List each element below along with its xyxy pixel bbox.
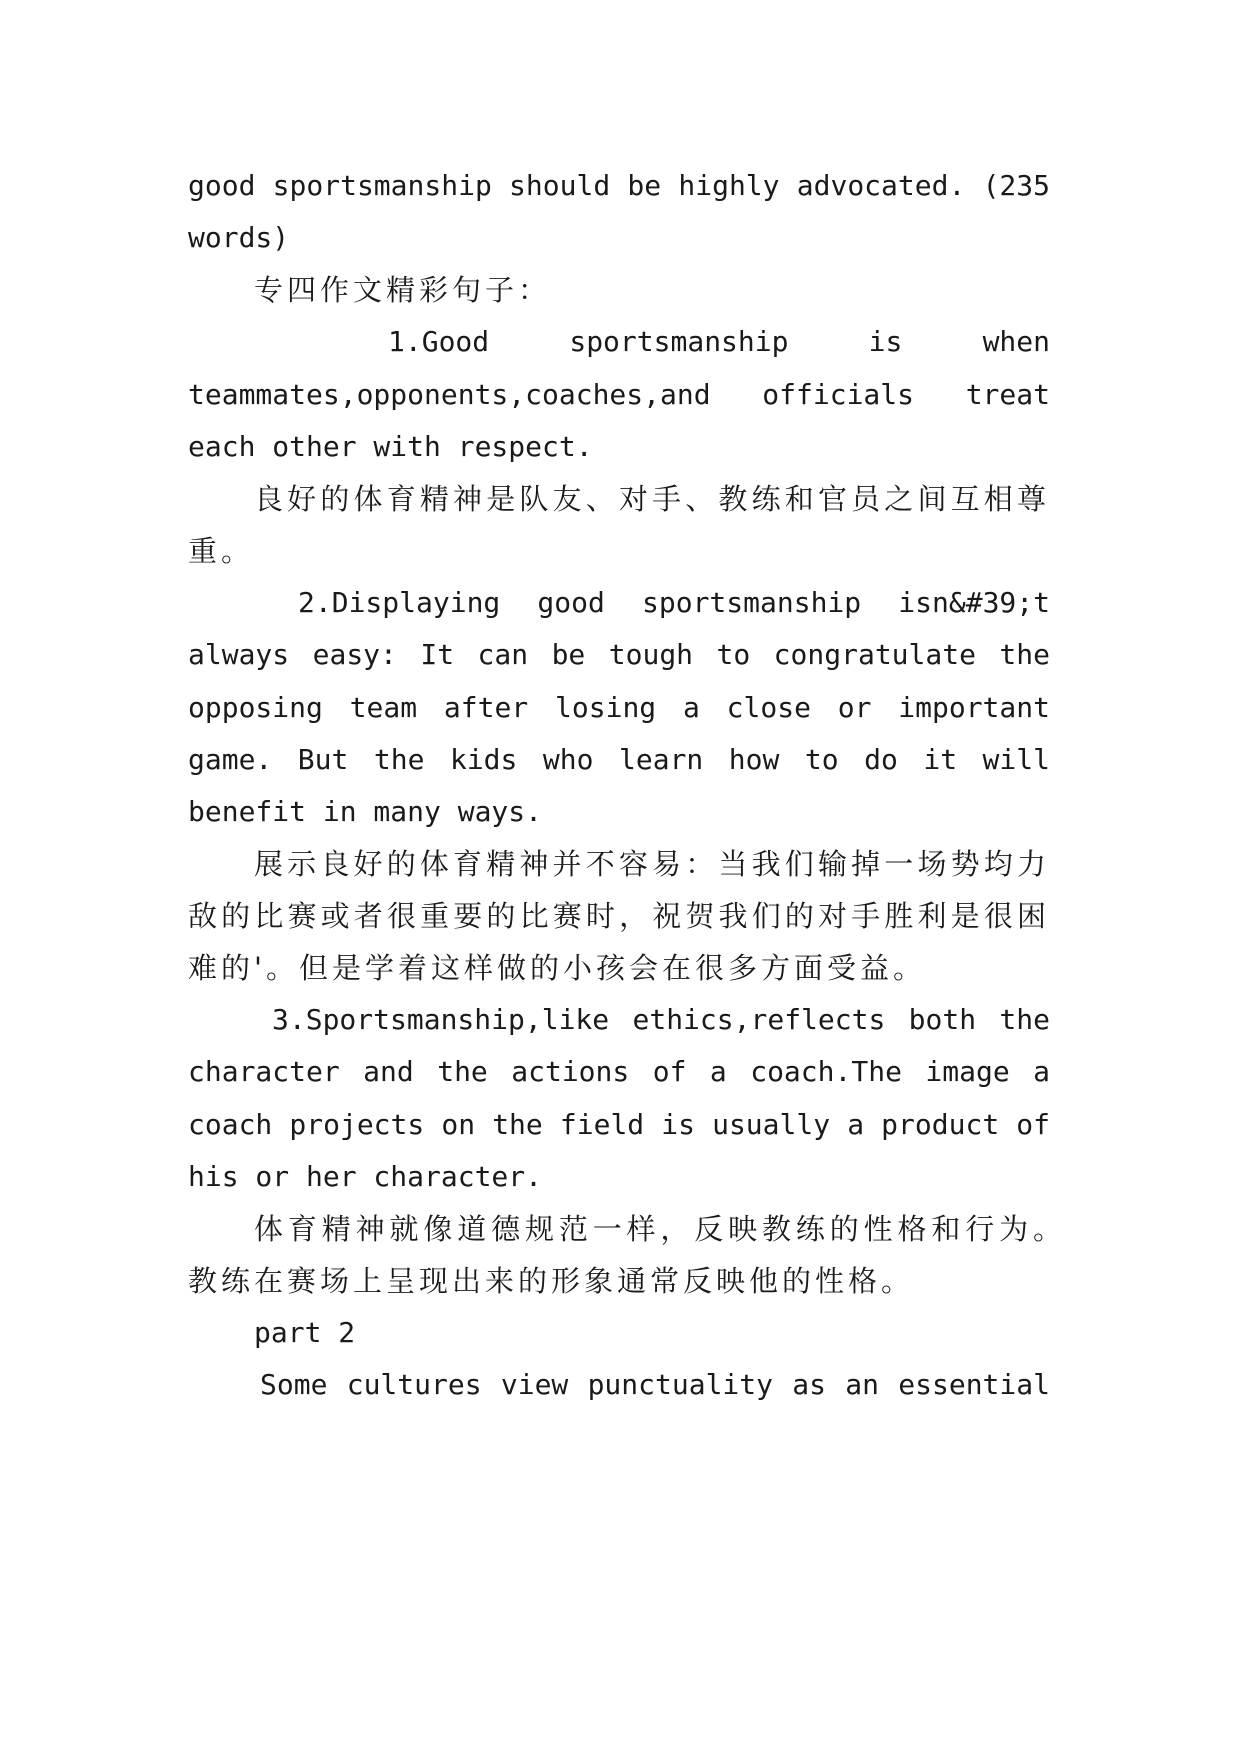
- text-line: 体育精神就像道德规范一样，反映教练的性格和行为。: [254, 1212, 1066, 1246]
- text-line: 2.Displaying good sportsmanship isn&#39;t: [298, 586, 1050, 619]
- text-line: 3.Sportsmanship,like ethics,reflects both the: [272, 1003, 1050, 1036]
- text-line: teammates,opponents,coaches,and officials treat: [188, 378, 1050, 411]
- text-line: game. But the kids who learn how to do it will: [188, 743, 1050, 776]
- text-line: character and the actions of a coach.The image a: [188, 1055, 1050, 1088]
- part-heading: part 2: [254, 1316, 356, 1349]
- section-heading: 专四作文精彩句子：: [254, 273, 552, 307]
- text-line: 重。: [188, 534, 255, 568]
- text-line: good sportsmanship should be highly advocated. (235: [188, 169, 1050, 202]
- text-line: Some cultures view punctuality as an essential: [260, 1368, 1050, 1401]
- text-line: opposing team after losing a close or important: [188, 691, 1050, 724]
- text-line: 1.Good sportsmanship is when: [388, 325, 1050, 358]
- text-line: 展示良好的体育精神并不容易：当我们输掉一场势均力: [254, 847, 1050, 881]
- text-line: always easy: It can be tough to congratulate the: [188, 638, 1050, 671]
- text-line: 教练在赛场上呈现出来的形象通常反映他的性格。: [188, 1264, 915, 1298]
- text-line: words): [188, 221, 290, 254]
- text-line: his or her character.: [188, 1160, 543, 1193]
- text-line: benefit in many ways.: [188, 795, 543, 828]
- text-line: 敌的比赛或者很重要的比赛时，祝贺我们的对手胜利是很困: [188, 899, 1050, 933]
- text-line: 难的'。但是学着这样做的小孩会在很多方面受益。: [188, 951, 926, 985]
- text-line: coach projects on the field is usually a product of: [188, 1108, 1050, 1141]
- text-line: 良好的体育精神是队友、对手、教练和官员之间互相尊: [254, 482, 1050, 516]
- text-line: each other with respect.: [188, 430, 593, 463]
